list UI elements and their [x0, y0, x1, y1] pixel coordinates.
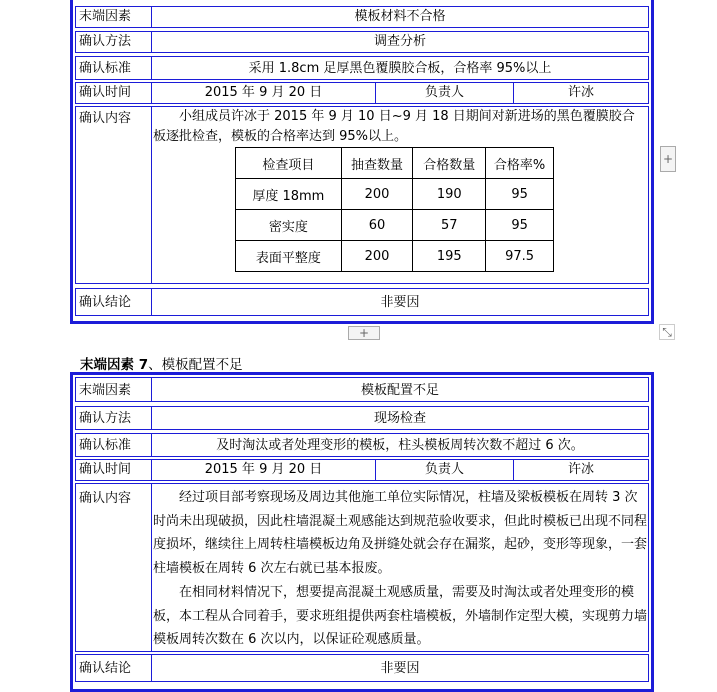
table-cell: 200: [341, 241, 413, 272]
t1-conclusion-label: 确认结论: [75, 288, 152, 316]
t1-time-date: 2015 年 9 月 20 日: [151, 82, 376, 104]
header-cell: 检查项目: [236, 148, 342, 179]
t1-method-value: 调查分析: [151, 31, 649, 53]
header-cell: 合格率%: [486, 148, 554, 179]
t1-conclusion-value: 非要因: [151, 288, 649, 316]
table-cell: 190: [413, 179, 486, 210]
t2-owner-value: 许冰: [513, 459, 649, 481]
t2-method-label: 确认方法: [75, 406, 152, 430]
t1-content-text: 小组成员许冰于 2015 年 9 月 10 日~9 月 18 日期间对新进场的黑色覆膜胶合板逐批检查，模板的合格率达到 95%以上。: [153, 109, 635, 144]
table-cell: 195: [413, 241, 486, 272]
t1-owner-value: 许冰: [513, 82, 649, 104]
t1-content-label: 确认内容: [75, 106, 152, 284]
factor-7-heading: [80, 353, 243, 373]
t2-method-value: 现场检查: [151, 406, 649, 430]
t2-time-date: 2015 年 9 月 20 日: [151, 459, 376, 481]
add-row-button[interactable]: +: [348, 326, 380, 340]
t2-standard-label: 确认标准: [75, 433, 152, 457]
table-cell: 97.5: [486, 241, 554, 272]
t1-inspection-table: [235, 147, 554, 272]
t1-standard-label: 确认标准: [75, 56, 152, 80]
table-row: [236, 179, 554, 210]
heading-rest: 、模板配置不足: [148, 357, 243, 373]
table-header-row: [236, 148, 554, 179]
table-cell: 60: [341, 210, 413, 241]
table-cell: 95: [486, 210, 554, 241]
t2-time-label: 确认时间: [75, 459, 152, 481]
t2-content-label: 确认内容: [75, 483, 152, 652]
t2-owner-label: 负责人: [375, 459, 514, 481]
table-cell: 95: [486, 179, 554, 210]
t2-conclusion-value: 非要因: [151, 654, 649, 682]
t2-standard-value: 及时淘汰或者处理变形的模板，柱头模板周转次数不超过 6 次。: [151, 433, 649, 457]
t2-end-factor-value: 模板配置不足: [151, 377, 649, 402]
t1-end-factor-label: 末端因素: [75, 6, 152, 28]
table-cell: 密实度: [236, 210, 342, 241]
t1-end-factor-value: 模板材料不合格: [151, 6, 649, 28]
resize-handle-icon[interactable]: ⤡: [659, 324, 675, 340]
header-cell: 合格数量: [413, 148, 486, 179]
heading-bold: 末端因素 7: [80, 357, 149, 373]
header-cell: 抽查数量: [341, 148, 413, 179]
t2-content-para-1: 经过项目部考察现场及周边其他施工单位实际情况，柱墙及梁板模板在周转 3 次时尚未出现破损，因此柱墙混凝土观感能达到规范验收要求，但此时模板已出现不同程度损坏，继续往上周转柱墙模板边角及拼缝处就会存在漏浆，起砂，变形等现象，一套柱墙模板在周转 6 次左右就已基本报废。: [153, 490, 648, 576]
table-cell: 200: [341, 179, 413, 210]
t2-conclusion-label: 确认结论: [75, 654, 152, 682]
t2-content-para-2: 在相同材料情况下，想要提高混凝土观感质量，需要及时淘汰或者处理变形的模板，本工程从合同着手，要求班组提供两套柱墙模板，外墙制作定型大模，实现剪力墙模板周转次数在 6 次以内，以保证砼观感质量。: [153, 585, 648, 647]
t2-end-factor-label: 末端因素: [75, 377, 152, 402]
table-row: [236, 241, 554, 272]
t1-owner-label: 负责人: [375, 82, 514, 104]
table-cell: 57: [413, 210, 486, 241]
t1-method-label: 确认方法: [75, 31, 152, 53]
table-row: [236, 210, 554, 241]
add-column-button[interactable]: +: [660, 146, 676, 172]
t1-standard-value: 采用 1.8cm 足厚黑色覆膜胶合板，合格率 95%以上: [151, 56, 649, 80]
table-cell: 表面平整度: [236, 241, 342, 272]
table-cell: 厚度 18mm: [236, 179, 342, 210]
t1-time-label: 确认时间: [75, 82, 152, 104]
